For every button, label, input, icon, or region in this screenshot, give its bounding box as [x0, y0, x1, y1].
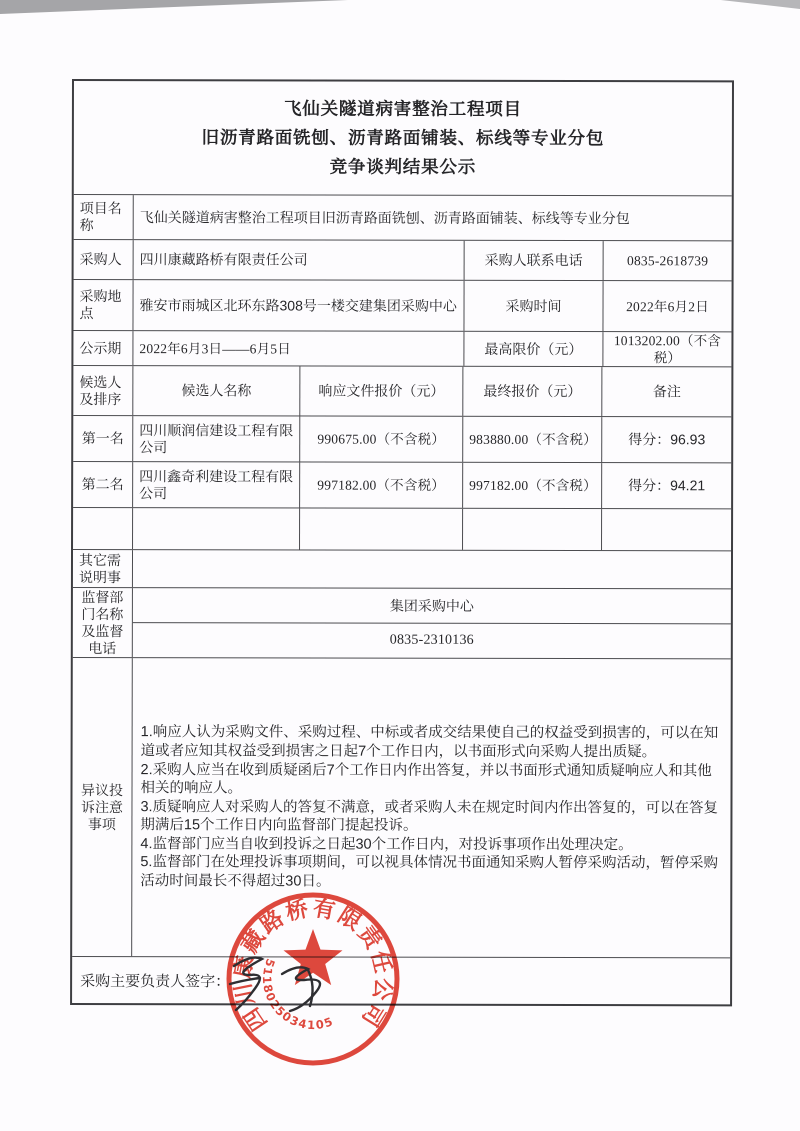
purchaser-value: 四川康藏路桥有限责任公司 — [134, 240, 465, 280]
candidate-2-remark: 得分：94.21 — [628, 477, 706, 494]
supervision-label: 监督部门名称及监督电话 — [73, 588, 133, 657]
candidates-header-row — [73, 366, 731, 417]
candidate-3-remark — [602, 509, 731, 550]
publicity-label: 公示期 — [73, 331, 133, 365]
scan-edge-shadow-left — [0, 0, 348, 14]
candidate-1-name: 四川顺润信建设工程有限公司 — [133, 416, 300, 461]
candidate-2-final-price: 997182.00（不含税） — [463, 463, 602, 508]
purchase-time-value: 2022年6月2日 — [626, 298, 709, 314]
max-price-value: 1013202.00（不含税） — [613, 333, 722, 366]
doc-price-header: 响应文件报价（元） — [300, 366, 463, 415]
candidate-3-name — [133, 508, 300, 549]
other-notes-row — [73, 550, 731, 589]
handwritten-signature — [216, 944, 396, 1024]
supervision-content — [133, 588, 731, 658]
candidate-name-header: 候选人名称 — [133, 366, 300, 415]
signature-stroke-3 — [282, 967, 320, 1011]
dispute-clause-5: 5.监督部门在处理投诉事项期间，可以视具体情况书面通知采购人暂停采购活动，暂停采购活动时间最长不得超过30日。 — [140, 854, 718, 890]
signature-stroke-1 — [234, 958, 262, 1010]
candidate-2-name: 四川鑫奇利建设工程有限公司 — [133, 462, 300, 507]
purchaser-phone-label: 采购人联系电话 — [465, 241, 604, 280]
project-name-row — [74, 195, 732, 241]
stamp-company-ring-text: 四川康藏路桥有限责任公司 — [229, 895, 397, 1036]
candidate-3-doc-price — [300, 508, 463, 549]
candidate-1-rank: 第一名 — [73, 416, 133, 461]
supervision-row — [73, 588, 731, 659]
dispute-clause-4: 4.监督部门应当自收到投诉之日起30个工作日内，对投诉事项作出处理决定。 — [140, 836, 633, 854]
candidate-2-rank: 第二名 — [73, 462, 133, 507]
dispute-clause-1: 1.响应人认为采购文件、采购过程、中标或者成交结果使自己的权益受到损害的，可以在知道或者应知其权益受到损害之日起7个工作日内，以书面形式向采购人提出质疑。 — [140, 724, 719, 761]
title-line-1: 飞仙关隧道病害整治工程项目 — [283, 98, 522, 119]
scan-edge-shadow-right — [710, 0, 800, 9]
publicity-row — [73, 331, 731, 367]
title-row — [74, 81, 732, 196]
supervision-department: 集团采购中心 — [133, 588, 731, 624]
candidate-3-rank — [73, 508, 133, 549]
title-line-3: 竞争谈判结果公示 — [329, 156, 477, 177]
title-line-2: 旧沥青路面铣刨、沥青路面铺装、标线等专业分包 — [201, 127, 605, 149]
dispute-clause-3: 3.质疑响应人对采购人的答复不满意，或者采购人未在规定时间内作出答复的，可以在答复期满后15个工作日内向监督部门提起投诉。 — [140, 798, 719, 835]
other-notes-value — [133, 550, 731, 588]
location-label: 采购地点 — [73, 280, 133, 330]
max-price-label: 最高限价（元） — [464, 332, 603, 366]
purchaser-row — [74, 240, 732, 281]
candidate-row-2 — [73, 462, 731, 509]
final-price-header: 最终报价（元） — [463, 367, 602, 416]
location-value: 雅安市雨城区北环东路308号一楼交建集团采购中心 — [133, 280, 464, 331]
location-row — [73, 280, 731, 332]
project-name-label: 项目名称 — [74, 195, 134, 239]
project-name-value: 飞仙关隧道病害整治工程项目旧沥青路面铣刨、沥青路面铺装、标线等专业分包 — [139, 208, 630, 226]
candidate-row-empty — [73, 508, 731, 551]
supervision-phone: 0835-2310136 — [389, 632, 474, 648]
stamp-credit-code-text: 5118025034105 — [259, 956, 336, 1033]
signature-stroke-2 — [230, 978, 260, 984]
result-announcement-table — [70, 79, 734, 1006]
other-notes-label: 其它需说明事 — [73, 550, 133, 587]
rank-column-label: 候选人及排序 — [73, 366, 133, 415]
candidate-row-1 — [73, 416, 731, 463]
signature-label: 采购主要负责人签字： — [80, 972, 231, 990]
purchaser-label: 采购人 — [74, 240, 134, 279]
candidate-1-remark: 得分：96.93 — [628, 431, 706, 448]
candidate-1-final-price: 983880.00（不含税） — [463, 417, 602, 462]
dispute-clause-2: 2.采购人应当在收到质疑函后7个工作日内作出答复，并以书面形式通知质疑响应人和其他相关的响应人。 — [140, 761, 712, 797]
purchase-time-label: 采购时间 — [464, 281, 603, 331]
remark-header: 备注 — [652, 383, 681, 400]
publicity-value: 2022年6月3日——6月5日 — [133, 331, 464, 366]
candidate-2-doc-price: 997182.00（不含税） — [300, 462, 463, 507]
dispute-notice-label: 异议投诉注意事项 — [72, 658, 133, 956]
candidate-3-final-price — [463, 509, 602, 550]
candidate-1-doc-price: 990675.00（不含税） — [300, 416, 463, 461]
document-title — [74, 81, 732, 195]
purchaser-phone-value: 0835-2618739 — [627, 253, 709, 269]
